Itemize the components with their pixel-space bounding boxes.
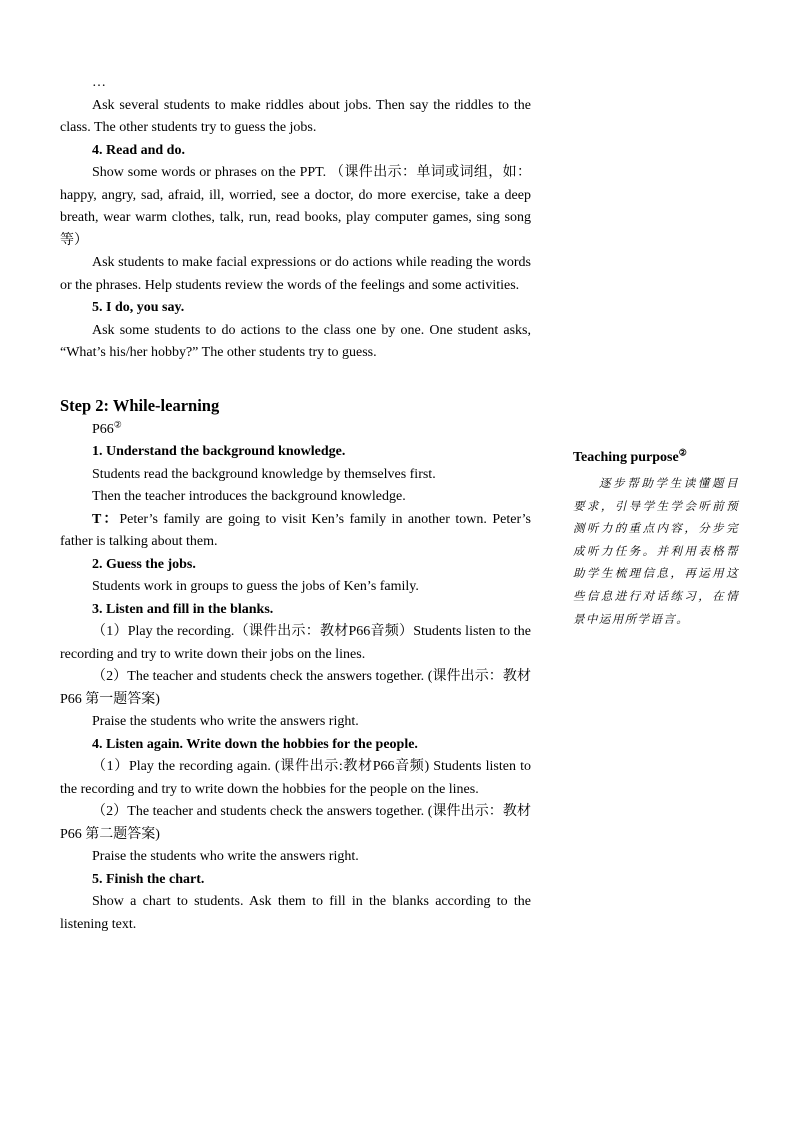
read-and-do-heading: 4. Read and do. (92, 142, 185, 158)
riddle-paragraph: Ask several students to make riddles about jobs. Then say the riddles to the class. The other students try to guess the jobs. (60, 97, 531, 135)
i-do-you-say-heading: 5. I do, you say. (92, 300, 185, 315)
step2-paragraph: （1）Play the recording.（课件出示：教材P66音频）Students listen to the recording and try to write down their jobs on the lines. (60, 624, 531, 662)
teacher-line (60, 509, 531, 554)
step2-paragraph: Praise the students who write the answers right. (92, 849, 359, 864)
step2-heading: Step 2: While-learning (60, 395, 220, 415)
step2-paragraph: Then the teacher introduces the background knowledge. (92, 489, 406, 504)
step2-paragraph: Students read the background knowledge by themselves first. (92, 466, 436, 482)
main-column (60, 72, 531, 936)
footnote-marker: ② (113, 418, 122, 429)
sidebar-title (573, 448, 739, 468)
page-ref-text: P66 (92, 421, 114, 437)
teaching-purpose-sidebar (573, 448, 739, 630)
ellipsis: … (92, 75, 106, 90)
step2-paragraph: Show a chart to students. Ask them to fill in the blanks according to the listening text. (60, 894, 531, 932)
step2-subheading: 4. Listen again. Write down the hobbies for the people. (92, 736, 418, 752)
read-and-do-paragraph-2: Ask students to make facial expressions or do actions while reading the words or the phrases. Help students review the words of the feelings and some activities. (60, 255, 531, 293)
sidebar-body: 逐步帮助学生读懂题目要求，引导学生学会听前预测听力的重点内容，分步完成听力任务。并利用表格帮助学生梳理信息，再运用这些信息进行对话练习，在情景中运用所学语言。 (573, 476, 739, 626)
teacher-label: T： (92, 511, 120, 527)
step2-subheading: 3. Listen and fill in the blanks. (92, 601, 274, 617)
sidebar-title-text: Teaching purpose (573, 450, 679, 465)
step2-paragraph: （2）The teacher and students check the answers together. (课件出示：教材P66 第二题答案) (60, 804, 531, 842)
sidebar-footnote-marker: ② (678, 447, 687, 458)
step2-subheading: 2. Guess the jobs. (92, 556, 196, 572)
step2-content (60, 441, 531, 936)
step2-paragraph: Praise the students who write the answers right. (92, 714, 359, 729)
i-do-you-say-paragraph: Ask some students to do actions to the class one by one. One student asks, “What’s his/her hobby?” The other students try to guess. (60, 322, 531, 360)
teacher-text: Peter’s family are going to visit Ken’s family in another town. Peter’s father is talking about them. (60, 511, 531, 549)
step2-paragraph: Students work in groups to guess the jobs of Ken’s family. (92, 579, 419, 594)
step2-subheading: 5. Finish the chart. (92, 871, 205, 887)
page-reference (60, 419, 531, 442)
step2-paragraph: （2）The teacher and students check the answers together. (课件出示：教材P66 第一题答案) (60, 669, 531, 707)
read-and-do-paragraph: Show some words or phrases on the PPT. （课件出示：单词或词组，如：happy, angry, sad, afraid, ill, worried, see a doctor, do more exercise, take a deep breath, wear warm clothes, talk, run, read books, play computer games, sing song等） (60, 165, 531, 248)
step2-paragraph: （1）Play the recording again. (课件出示:教材P66音频) Students listen to the recording and try to write down the hobbies for the people on the lines. (60, 759, 531, 797)
step2-subheading: 1. Understand the background knowledge. (92, 444, 346, 459)
